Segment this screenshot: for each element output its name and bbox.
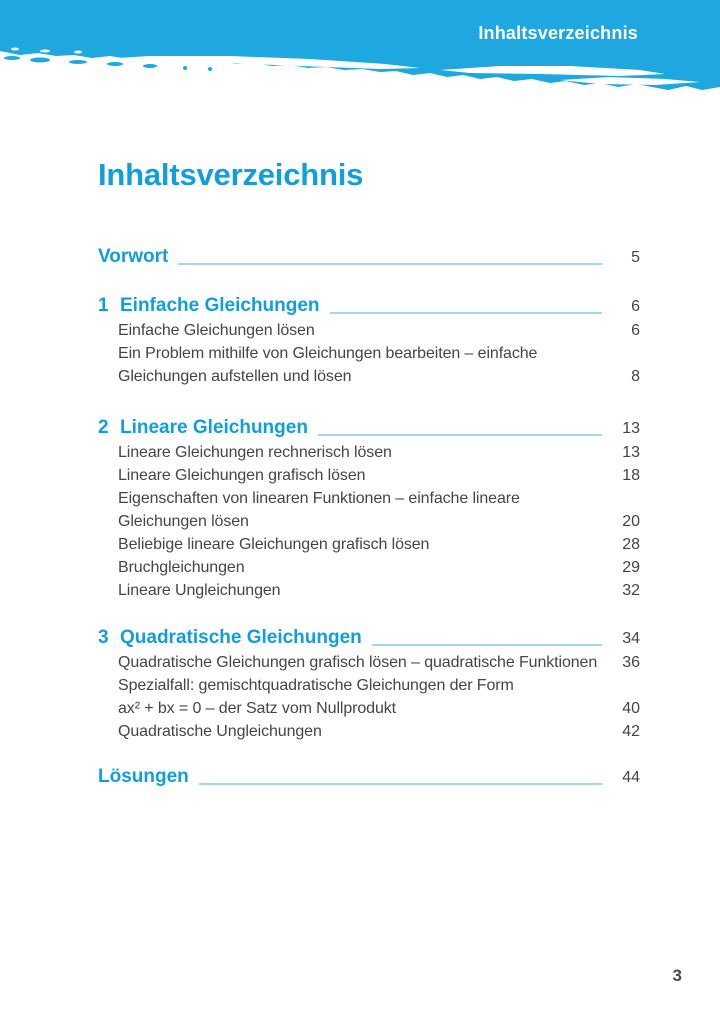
toc-item	[118, 464, 640, 487]
page-number: 42	[622, 723, 640, 740]
page-number: 18	[622, 467, 640, 484]
toc-item-text: Einfache Gleichungen lösen	[118, 322, 315, 339]
toc-item-text: Lineare Ungleichungen	[118, 582, 281, 599]
footer-page-number: 3	[672, 966, 682, 985]
chapter-title: Einfache Gleichungen	[120, 295, 320, 316]
chapter-title: Vorwort	[98, 246, 169, 267]
chapter-title: Lineare Gleichungen	[120, 417, 308, 438]
toc-item-text: Lineare Gleichungen rechnerisch lösen	[118, 444, 392, 461]
toc-item	[118, 674, 640, 697]
page-number: 8	[631, 368, 640, 385]
toc-entry-vorwort	[98, 245, 640, 270]
chapter-title: Quadratische Gleichungen	[120, 627, 362, 648]
page-number: 40	[622, 700, 640, 717]
page-number: 29	[622, 559, 640, 576]
page-number: 36	[622, 654, 640, 671]
page-number: 28	[622, 536, 640, 553]
toc-item-text: Quadratische Ungleichungen	[118, 723, 322, 740]
page-number: 13	[622, 420, 640, 437]
toc-item	[118, 365, 640, 388]
toc-item	[118, 556, 640, 579]
toc-entry-loesungen	[98, 765, 640, 790]
toc-item-text: Gleichungen lösen	[118, 513, 249, 530]
chapter-number: 1	[98, 295, 109, 316]
leader-line	[318, 434, 602, 436]
toc-item-text: Quadratische Gleichungen grafisch lösen – quadratische Funktionen	[118, 654, 598, 671]
toc-entry-chapter-1	[98, 294, 640, 319]
page-title: Inhaltsverzeichnis	[98, 157, 364, 192]
toc-item-text: Ein Problem mithilfe von Gleichungen bearbeiten – einfache	[118, 345, 538, 362]
chapter-number: 2	[98, 417, 109, 438]
toc-item	[118, 651, 640, 674]
toc-item-text: Gleichungen aufstellen und lösen	[118, 368, 352, 385]
page-number: 13	[622, 444, 640, 461]
toc-section-1	[98, 294, 640, 388]
toc-item-text: Beliebige lineare Gleichungen grafisch lösen	[118, 536, 430, 553]
toc-item	[118, 441, 640, 464]
toc-item-text: Eigenschaften von linearen Funktionen – einfache lineare	[118, 490, 520, 507]
toc-section-2	[98, 416, 640, 602]
toc-item	[118, 342, 640, 365]
toc-item-text: Bruchgleichungen	[118, 559, 245, 576]
page-number: 6	[631, 298, 640, 315]
page-number: 6	[631, 322, 640, 339]
toc-entry-chapter-2	[98, 416, 640, 441]
toc-item	[118, 487, 640, 510]
toc-section-3	[98, 626, 640, 743]
page-number: 20	[622, 513, 640, 530]
toc-items	[118, 651, 640, 743]
toc-items	[118, 319, 640, 388]
header-title: Inhaltsverzeichnis	[478, 23, 638, 43]
leader-line	[178, 263, 602, 265]
toc-item-text: ax² + bx = 0 – der Satz vom Nullprodukt	[118, 700, 397, 717]
chapter-title: Lösungen	[98, 766, 189, 787]
leader-line	[330, 312, 602, 314]
leader-line	[199, 783, 602, 785]
chapter-number: 3	[98, 627, 109, 648]
toc-item	[118, 697, 640, 720]
page-number: 32	[622, 582, 640, 599]
toc-item	[118, 720, 640, 743]
page-number: 44	[622, 769, 640, 786]
toc-item	[118, 510, 640, 533]
toc-item	[118, 319, 640, 342]
toc-item-text: Spezialfall: gemischtquadratische Gleichungen der Form	[118, 677, 514, 694]
toc-items	[118, 441, 640, 602]
toc-item-text: Lineare Gleichungen grafisch lösen	[118, 467, 366, 484]
toc-item	[118, 579, 640, 602]
toc-item	[118, 533, 640, 556]
toc-entry-chapter-3	[98, 626, 640, 651]
page-number: 34	[622, 630, 640, 647]
page-number: 5	[631, 249, 640, 266]
leader-line	[372, 644, 602, 646]
